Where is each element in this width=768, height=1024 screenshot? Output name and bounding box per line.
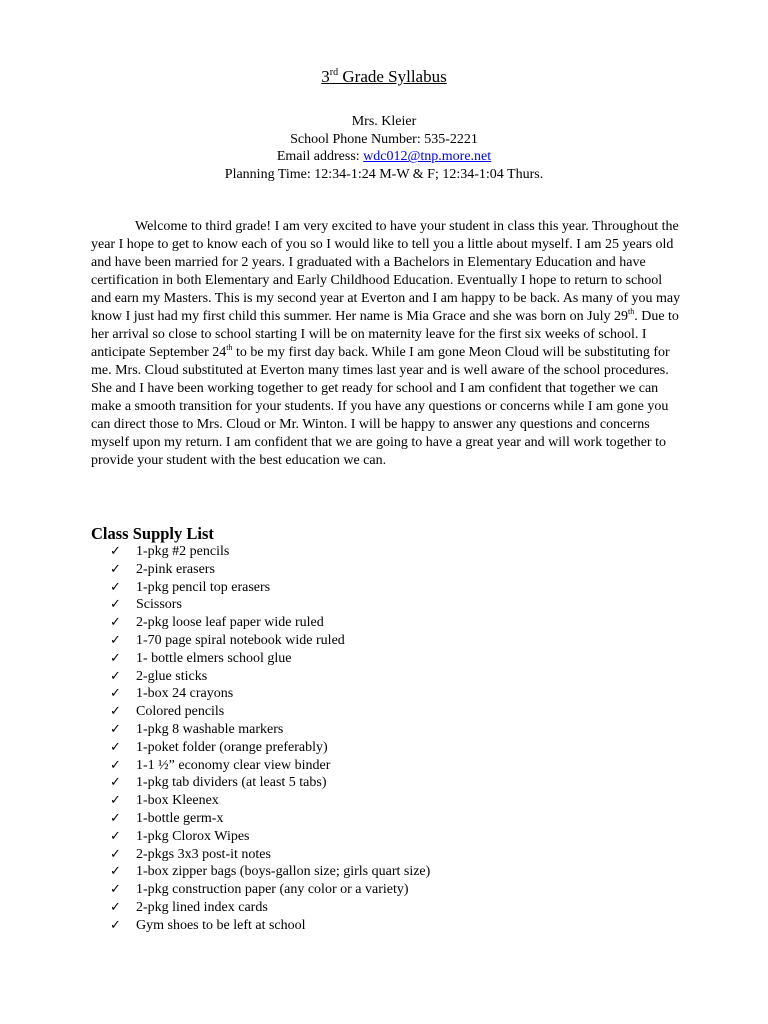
check-icon: ✓ — [110, 793, 121, 809]
title-grade-number: 3 — [321, 67, 330, 86]
page-title — [0, 64, 768, 90]
check-icon: ✓ — [110, 899, 121, 915]
check-icon: ✓ — [110, 775, 121, 791]
check-icon: ✓ — [110, 686, 121, 702]
check-icon: ✓ — [110, 757, 121, 773]
supply-item-label: 2-glue sticks — [136, 668, 208, 684]
check-icon: ✓ — [110, 597, 121, 613]
welcome-letter — [91, 218, 681, 470]
list-item — [0, 614, 768, 632]
letter-text-part-3: to be my first day back. While I am gone Meon Cloud will be substituting for me. Mrs. Cloud substituted at Everton many times last year and is well aware of the school procedures. She and I have been working together to get ready for school and I am confident that together we can make a smooth transition for your students. If you have any questions or concerns while I am gone you can direct those to Mrs. Cloud or Mr. Winton. I will be happy to answer any questions and concerns myself upon my return. I am confident that we are going to have a great year and will work together to provide your student with the best education we can. — [91, 345, 670, 468]
check-icon: ✓ — [110, 579, 121, 595]
list-item — [0, 721, 768, 739]
check-icon: ✓ — [110, 615, 121, 631]
list-item — [0, 863, 768, 881]
check-icon: ✓ — [110, 704, 121, 720]
list-item — [0, 828, 768, 846]
title-text: Grade Syllabus — [338, 67, 447, 86]
list-item — [0, 685, 768, 703]
check-icon: ✓ — [110, 828, 121, 844]
list-item — [0, 774, 768, 792]
email-link[interactable]: wdc012@tnp.more.net — [363, 149, 492, 165]
title-ordinal-suffix: rd — [329, 67, 339, 78]
check-icon: ✓ — [110, 810, 121, 826]
supply-item-label: 1-bottle germ-x — [136, 810, 224, 826]
supply-list — [0, 543, 768, 935]
check-icon: ✓ — [110, 739, 121, 755]
list-item — [0, 632, 768, 650]
list-item — [0, 668, 768, 686]
list-item — [0, 703, 768, 721]
check-icon: ✓ — [110, 650, 121, 666]
check-icon: ✓ — [110, 668, 121, 684]
email-line — [0, 148, 768, 166]
supply-item-label: Colored pencils — [136, 704, 225, 720]
supply-list-heading: Class Supply List — [91, 524, 214, 543]
supply-item-label: 1-pkg #2 pencils — [136, 544, 230, 559]
phone-number: School Phone Number: 535-2221 — [290, 131, 478, 147]
contact-block — [0, 113, 768, 184]
letter-text-part-1: Welcome to third grade! I am very excited to have your student in class this year. Throughout the year I hope to get to know each of you so I would like to tell you a little about myself. I am 25 years old and have been married for 2 years. I graduated with a Bachelors in Elementary Education and have certification in both Elementary and Early Childhood Education. Eventually I hope to return to school and earn my Masters. This is my second year at Everton and I am happy to be back. As many of you may know I just had my first child this summer. Her name is Mia Grace and she was born on July 29 — [91, 219, 681, 324]
list-item — [0, 650, 768, 668]
supply-item-label: Gym shoes to be left at school — [136, 917, 306, 933]
list-item — [0, 596, 768, 614]
supply-item-label: Scissors — [136, 597, 182, 613]
letter-text-part-2: . Due to her arrival so close to school starting I will be on maternity leave for the first six weeks of school. I anticipate September 24 — [91, 309, 679, 360]
list-item — [0, 917, 768, 935]
supply-item-label: 1-pkg Clorox Wipes — [136, 828, 250, 844]
list-item — [0, 739, 768, 757]
supply-item-label: 1-pkg pencil top erasers — [136, 579, 271, 595]
ordinal-suffix: th — [226, 343, 233, 352]
list-item — [0, 792, 768, 810]
supply-item-label: 1-1 ½” economy clear view binder — [136, 757, 331, 773]
list-item — [0, 579, 768, 597]
list-item — [0, 543, 768, 561]
check-icon: ✓ — [110, 544, 121, 559]
supply-item-label: 1-70 page spiral notebook wide ruled — [136, 632, 345, 648]
list-item — [0, 561, 768, 579]
check-icon: ✓ — [110, 864, 121, 880]
supply-item-label: 2-pkg loose leaf paper wide ruled — [136, 615, 324, 631]
list-item — [0, 881, 768, 899]
check-icon: ✓ — [110, 721, 121, 737]
list-item — [0, 846, 768, 864]
supply-item-label: 1- bottle elmers school glue — [136, 650, 292, 666]
teacher-name: Mrs. Kleier — [351, 114, 417, 129]
supply-item-label: 2-pkgs 3x3 post-it notes — [136, 846, 271, 862]
check-icon: ✓ — [110, 882, 121, 898]
check-icon: ✓ — [110, 632, 121, 648]
check-icon: ✓ — [110, 917, 121, 933]
email-label: Email address: — [276, 149, 364, 165]
planning-time: Planning Time: 12:34-1:24 M-W & F; 12:34-1:04 Thurs. — [224, 167, 544, 183]
ordinal-suffix: th — [627, 307, 635, 316]
supply-item-label: 1-poket folder (orange preferably) — [136, 739, 328, 755]
check-icon: ✓ — [110, 561, 121, 577]
supply-item-label: 1-box zipper bags (boys-gallon size; girls quart size) — [136, 864, 431, 880]
list-item — [0, 899, 768, 917]
supply-item-label: 1-box Kleenex — [136, 793, 219, 809]
check-icon: ✓ — [110, 846, 121, 862]
supply-item-label: 1-box 24 crayons — [136, 686, 234, 702]
supply-item-label: 1-pkg construction paper (any color or a variety) — [136, 882, 409, 898]
supply-item-label: 2-pink erasers — [136, 561, 215, 577]
supply-item-label: 1-pkg tab dividers (at least 5 tabs) — [136, 775, 327, 791]
list-item — [0, 757, 768, 775]
list-item — [0, 810, 768, 828]
supply-item-label: 1-pkg 8 washable markers — [136, 721, 284, 737]
supply-item-label: 2-pkg lined index cards — [136, 899, 268, 915]
